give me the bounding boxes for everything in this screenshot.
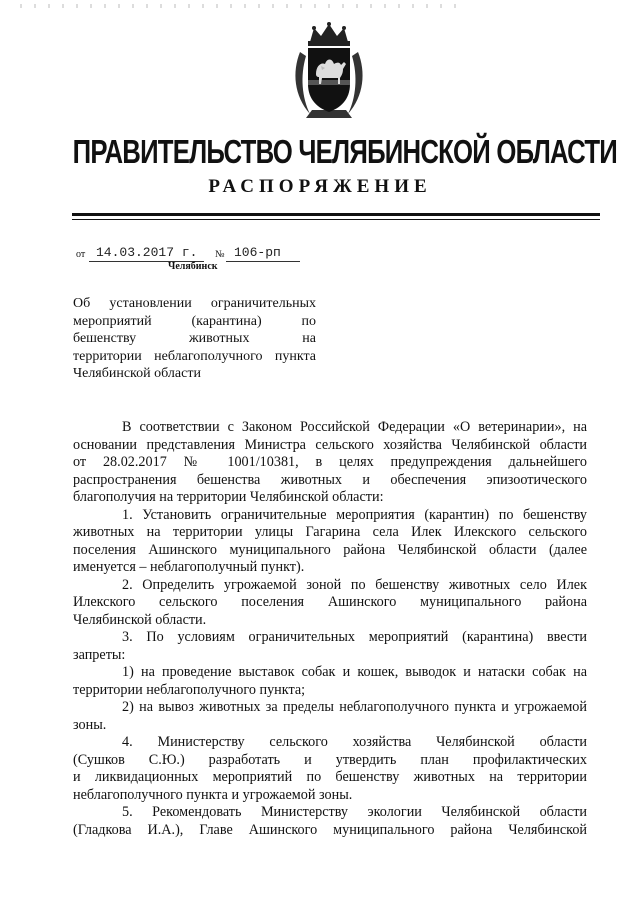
subject-line: Челябинской области [73,366,201,381]
body-line: поселения Ашинского муниципального района Челябинской области (далее [73,541,587,558]
scan-artifact [20,4,460,8]
header-rule-thick [72,213,600,216]
body-line: В соответствии с Законом Российской Федерации «О ветеринарии», на [122,419,587,435]
header-rule-thin [72,219,600,220]
body-line: 3. По условиям ограничительных мероприятий (карантина) ввести [122,629,587,645]
body-line: от 28.02.2017 № 1001/10381, в целях предупреждения дальнейшего [73,454,587,470]
number-underline [226,261,300,262]
document-date: 14.03.2017 г. [96,245,198,260]
body-line: зоны. [73,716,107,733]
body-line: 4. Министерству сельского хозяйства Челябинской области [122,734,587,750]
body-line: именуется – неблагополучный пункт). [73,559,305,575]
body-line: распространения бешенства животных и обеспечения эпизоотического [73,471,587,488]
body-line: основании представления Министра сельского хозяйства Челябинской области [73,436,587,453]
subject-line: мероприятий (карантина) по [73,313,316,329]
body-line: 2) на вывоз животных за пределы неблагополучного пункта и угрожаемой [122,699,587,715]
subject-line: бешенству животных на [73,331,316,346]
body-line: Челябинской области. [73,611,207,628]
document-subject [73,295,316,383]
body-line: 5. Рекомендовать Министерству экологии Челябинской области [122,804,587,820]
body-line: благополучия на территории Челябинской области: [73,489,384,505]
body-line: (Сушков С.Ю.) разработать и утвердить план профилактических [73,751,587,768]
document-number: 106-рп [234,245,281,260]
body-line: неблагополучного пункта и угрожаемой зоны. [73,786,353,803]
body-line: и ликвидационных мероприятий по бешенству животных на территории [73,769,587,785]
body-line: 1) на проведение выставок собак и кошек, выводок и натаски собак на [122,664,587,680]
chelyabinsk-coat-of-arms-icon [288,22,370,122]
document-type-title: РАСПОРЯЖЕНИЕ [208,176,432,197]
body-line: 2. Определить угрожаемой зоной по бешенству животных село Илек [122,576,587,593]
number-label: № [215,249,225,260]
subject-line: территории неблагополучного пункта [73,348,316,364]
document-body [73,419,587,839]
date-label: от [76,249,86,260]
body-line: 1. Установить ограничительные мероприятия (карантин) по бешенству [122,506,587,523]
body-line: Илекского сельского поселения Ашинского муниципального района [73,594,587,610]
body-line: (Гладкова И.А.), Главе Ашинского муниципального района Челябинской [73,821,587,838]
subject-line: Об установлении ограничительных [73,296,316,311]
organization-title: ПРАВИТЕЛЬСТВО ЧЕЛЯБИНСКОЙ ОБЛАСТИ [72,133,617,170]
body-line: животных на территории улицы Гагарина села Илек Илекского сельского [73,524,587,540]
body-line: территории неблагополучного пункта; [73,681,306,698]
document-city: Челябинск [168,261,218,272]
body-line: запреты: [73,646,126,663]
